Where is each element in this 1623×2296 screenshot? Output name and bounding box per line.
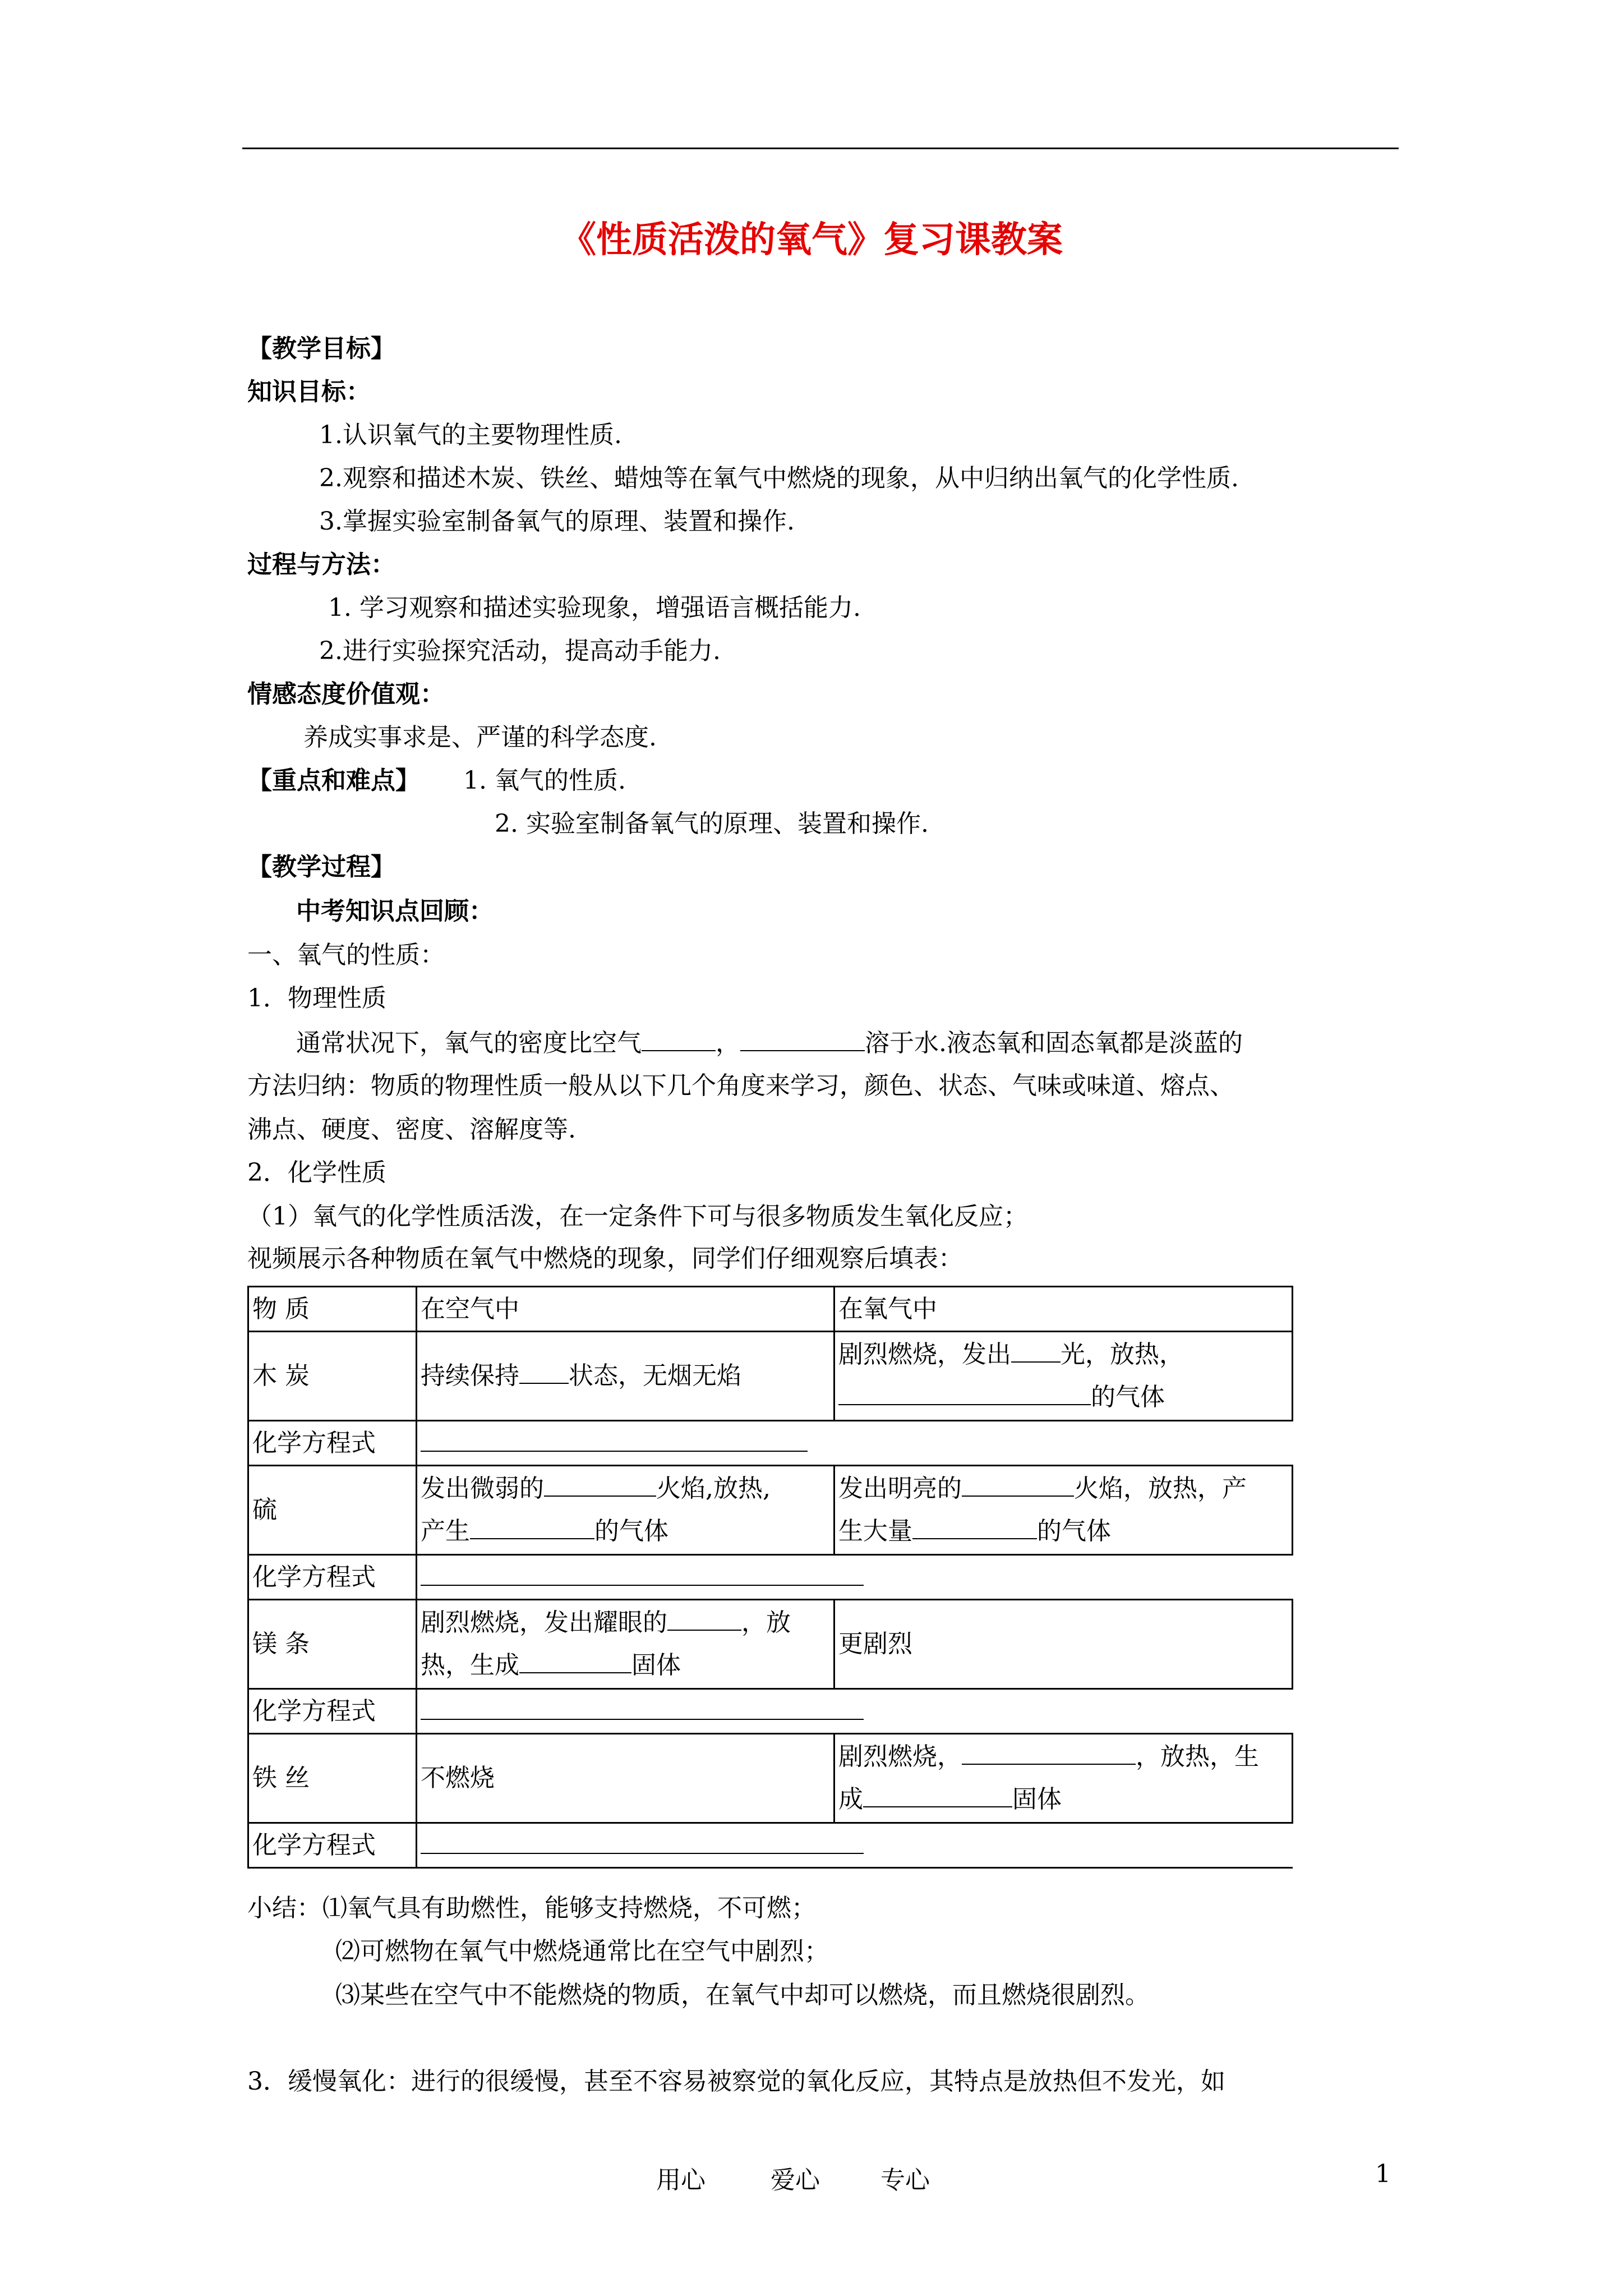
cell-text: 生大量	[838, 1517, 912, 1545]
cell-text: 发出明亮的	[838, 1474, 962, 1503]
table-row	[248, 1823, 1293, 1868]
cell-text: 状态，无烟无焰	[569, 1361, 741, 1390]
cell-text: 的气体	[594, 1517, 668, 1545]
equation-blank[interactable]	[421, 1423, 808, 1452]
cell-text: 火焰，放热，产	[1074, 1474, 1247, 1503]
physical-text: ，	[716, 1029, 740, 1057]
equation-label: 化学方程式	[248, 1555, 417, 1600]
substance-name: 镁 条	[248, 1600, 417, 1689]
cell-text: 固体	[1012, 1785, 1062, 1814]
header-rule	[242, 148, 1399, 149]
table-row	[248, 1734, 1293, 1823]
physical-text: 溶于水.液态氧和固态氧都是淡蓝的	[865, 1029, 1243, 1057]
goals-heading: 【教学目标】	[247, 334, 395, 363]
fill-blank[interactable]	[962, 1739, 1136, 1765]
header-in-air: 在空气中	[417, 1287, 834, 1332]
equation-label: 化学方程式	[248, 1421, 417, 1466]
equation-label: 化学方程式	[248, 1823, 417, 1868]
table-row	[248, 1421, 1293, 1466]
teaching-process-heading: 【教学过程】	[247, 853, 395, 881]
equation-cell[interactable]	[417, 1689, 1293, 1734]
cell-text: 剧烈燃烧，发出	[838, 1340, 1011, 1369]
substance-name: 木 炭	[248, 1332, 417, 1421]
equation-label: 化学方程式	[248, 1689, 417, 1734]
summary-item: ⑵可燃物在氧气中燃烧通常比在空气中剧烈；	[335, 1937, 829, 1966]
fill-blank[interactable]	[863, 1782, 1012, 1807]
substance-name: 硫	[248, 1466, 417, 1555]
instruction-line: 视频展示各种物质在氧气中燃烧的现象，同学们仔细观察后填表：	[247, 1244, 963, 1273]
summary-label: 小结：	[247, 1894, 321, 1922]
cell-text: 剧烈燃烧，发出耀眼的	[421, 1608, 667, 1637]
cell-text: 的气体	[1037, 1517, 1111, 1545]
sulfur-air-cell	[417, 1466, 834, 1555]
fill-blank[interactable]	[912, 1513, 1037, 1539]
charcoal-oxygen-cell	[834, 1332, 1293, 1421]
cell-text: 发出微弱的	[421, 1474, 544, 1503]
cell-text: 产生	[421, 1517, 470, 1545]
header-substance: 物 质	[248, 1287, 417, 1332]
cell-text: 固体	[631, 1651, 681, 1680]
fill-blank[interactable]	[962, 1471, 1074, 1497]
footer-motto-3: 专心	[880, 2166, 930, 2194]
emotion-heading: 情感态度价值观：	[247, 680, 445, 708]
fill-blank[interactable]	[544, 1471, 656, 1497]
sulfur-oxygen-cell	[834, 1466, 1293, 1555]
footer-motto-1: 用心	[656, 2166, 706, 2194]
review-heading: 中考知识点回顾：	[296, 897, 494, 926]
page-number: 1	[1375, 2160, 1391, 2188]
cell-text: 成	[838, 1785, 863, 1814]
equation-cell[interactable]	[417, 1823, 1293, 1868]
slow-oxidation-line: 3．缓慢氧化：进行的很缓慢，甚至不容易被察觉的氧化反应，其特点是放热但不发光，如	[247, 2067, 1225, 2096]
knowledge-item: 2.观察和描述木炭、铁丝、蜡烛等在氧气中燃烧的现象，从中归纳出氧气的化学性质.	[319, 464, 1239, 493]
process-method-item: 1. 学习观察和描述实验现象，增强语言概括能力.	[328, 593, 861, 622]
table-row	[248, 1332, 1293, 1421]
chemical-property-line: （1）氧气的化学性质活泼，在一定条件下可与很多物质发生氧化反应；	[247, 1202, 1028, 1231]
fill-blank[interactable]	[1011, 1337, 1061, 1363]
subsection-heading: 2．化学性质	[247, 1158, 386, 1187]
subsection-heading: 1．物理性质	[247, 984, 386, 1013]
combustion-table	[247, 1286, 1293, 1869]
knowledge-heading: 知识目标：	[247, 378, 371, 406]
emotion-text: 养成实事求是、严谨的科学态度.	[303, 723, 657, 752]
cell-text: 持续保持	[421, 1361, 519, 1390]
magnesium-oxygen-cell: 更剧烈	[834, 1600, 1293, 1689]
fill-blank[interactable]	[470, 1513, 594, 1539]
cell-text: 剧烈燃烧，	[838, 1742, 962, 1771]
equation-blank[interactable]	[421, 1691, 864, 1720]
substance-name: 铁 丝	[248, 1734, 417, 1823]
table-row	[248, 1689, 1293, 1734]
method-line: 方法归纳：物质的物理性质一般从以下几个角度来学习，颜色、状态、气味或味道、熔点、	[247, 1071, 1234, 1100]
fill-blank[interactable]	[667, 1605, 741, 1631]
header-in-oxygen: 在氧气中	[834, 1287, 1293, 1332]
cell-text: ，放	[741, 1608, 791, 1637]
method-line: 沸点、硬度、密度、溶解度等.	[247, 1115, 576, 1144]
fill-blank[interactable]	[740, 1025, 865, 1051]
key-point-item: 1. 氧气的性质.	[463, 766, 626, 795]
iron-air-cell: 不燃烧	[417, 1734, 834, 1823]
charcoal-air-cell	[417, 1332, 834, 1421]
cell-text: 光，放热，	[1061, 1340, 1184, 1369]
key-point-item: 2. 实验室制备氧气的原理、装置和操作.	[495, 809, 929, 838]
section-heading: 一、氧气的性质：	[247, 941, 445, 969]
fill-blank[interactable]	[519, 1358, 569, 1384]
cell-text: ，放热，生	[1136, 1742, 1259, 1771]
physical-text: 通常状况下，氧气的密度比空气	[296, 1029, 642, 1057]
equation-cell[interactable]	[417, 1555, 1293, 1600]
cell-text: 火焰,放热,	[656, 1474, 771, 1503]
document-title: 《性质活泼的氧气》复习课教案	[560, 219, 1063, 261]
cell-text: 热，生成	[421, 1651, 519, 1680]
table-row	[248, 1466, 1293, 1555]
knowledge-item: 3.掌握实验室制备氧气的原理、装置和操作.	[319, 507, 795, 536]
cell-text: 的气体	[1091, 1383, 1165, 1411]
fill-blank[interactable]	[642, 1025, 716, 1051]
table-row	[248, 1287, 1293, 1332]
table-row	[248, 1600, 1293, 1689]
fill-blank[interactable]	[519, 1648, 631, 1673]
iron-oxygen-cell	[834, 1734, 1293, 1823]
footer-motto-2: 爱心	[771, 2166, 820, 2194]
equation-cell[interactable]	[417, 1421, 1293, 1466]
summary-item: ⑶某些在空气中不能燃烧的物质，在氧气中却可以燃烧，而且燃烧很剧烈。	[335, 1981, 1150, 2009]
process-method-item: 2.进行实验探究活动，提高动手能力.	[319, 637, 721, 665]
fill-blank[interactable]	[838, 1379, 1091, 1405]
table-row	[248, 1555, 1293, 1600]
key-points-heading: 【重点和难点】	[247, 766, 420, 795]
knowledge-item: 1.认识氧气的主要物理性质.	[319, 421, 622, 449]
physical-property-line	[296, 1025, 1243, 1060]
magnesium-air-cell	[417, 1600, 834, 1689]
equation-blank[interactable]	[421, 1825, 864, 1854]
summary-item: ⑴氧气具有助燃性，能够支持燃烧，不可燃；	[322, 1894, 816, 1922]
equation-blank[interactable]	[421, 1557, 864, 1586]
process-method-heading: 过程与方法：	[247, 550, 395, 579]
